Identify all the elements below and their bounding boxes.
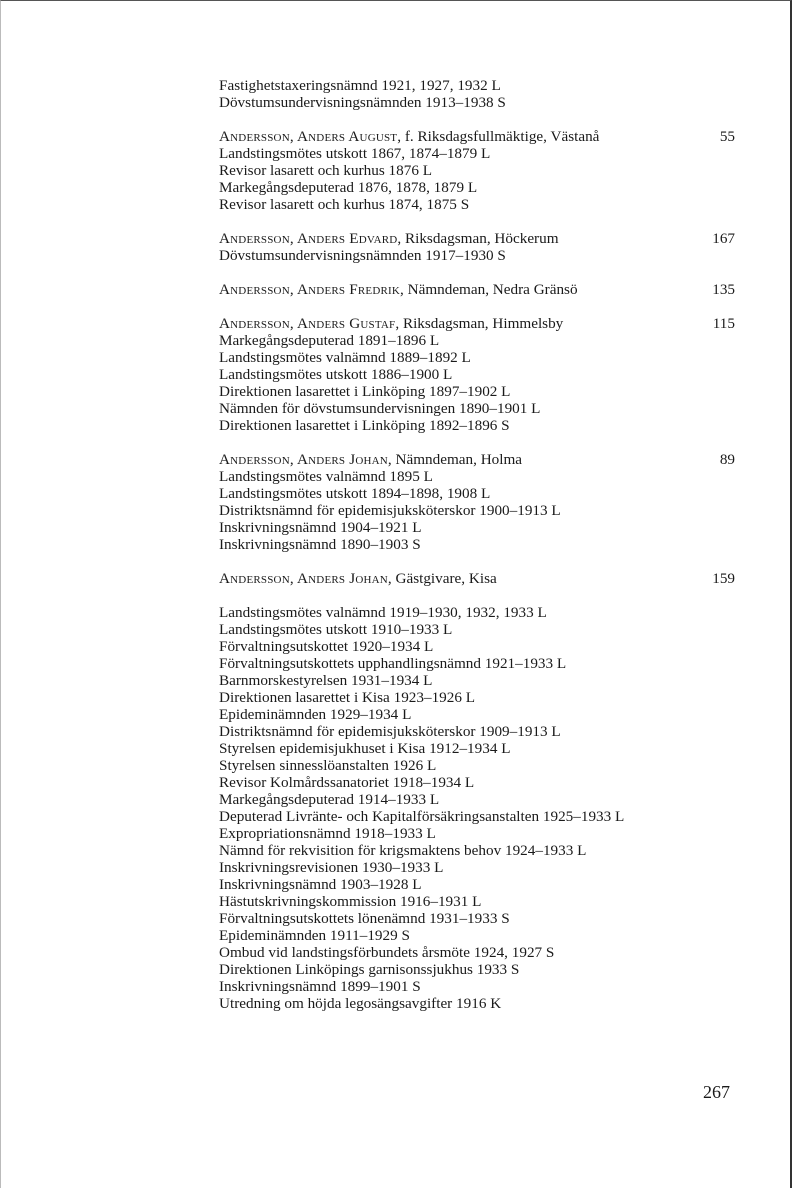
entry-line: Direktionen Linköpings garnisonssjukhus 1933 S [219,961,520,978]
entry-line: Landstingsmötes utskott 1886–1900 L [219,366,453,383]
entry-line: Utredning om höjda legosängsavgifter 1916 K [219,995,502,1012]
person-entry-andersson-anders-gustaf [219,315,735,434]
entry-line: Dövstumsundervisningsnämnden 1917–1930 S [219,247,506,264]
entry-line: Landstingsmötes valnämnd 1919–1930, 1932, 1933 L [219,604,547,621]
entry-line: Nämnden för dövstumsundervisningen 1890–1901 L [219,400,541,417]
entry-line: Nämnd för rekvisition för krigsmaktens behov 1924–1933 L [219,842,587,859]
entry-line: Landstingsmötes valnämnd 1889–1892 L [219,349,471,366]
entry-line: Inskrivningsnämnd 1904–1921 L [219,519,422,536]
entry-line: Markegångsdeputerad 1891–1896 L [219,332,440,349]
entry-line: Expropriationsnämnd 1918–1933 L [219,825,436,842]
entry-header [219,281,735,298]
entry-header [219,451,735,468]
person-entry-andersson-anders-edvard [219,230,735,264]
person-name: Andersson, Anders Johan [219,570,388,587]
entry-line: Inskrivningsrevisionen 1930–1933 L [219,859,444,876]
entry-header [219,570,735,587]
person-name: Andersson, Anders August [219,128,398,145]
entry-line: Direktionen lasarettet i Linköping 1897–1902 L [219,383,511,400]
register-content [219,77,735,1012]
entry-line: Epideminämnden 1911–1929 S [219,927,410,944]
entry-line: Distriktsnämnd för epidemisjuksköterskor 1909–1913 L [219,723,561,740]
page-reference: 89 [719,451,735,468]
entry-line: Inskrivningsnämnd 1890–1903 S [219,536,421,553]
entry-line: Inskrivningsnämnd 1899–1901 S [219,978,421,995]
page-reference: 167 [712,230,735,247]
entry-line: Förvaltningsutskottet 1920–1934 L [219,638,434,655]
entry-line: Hästutskrivningskommission 1916–1931 L [219,893,482,910]
blank-line [219,587,735,604]
entry-line: Markegångsdeputerad 1914–1933 L [219,791,440,808]
entry-line: Förvaltningsutskottets lönenämnd 1931–1933 S [219,910,510,927]
entry-header [219,230,735,247]
person-title: , Gästgivare, Kisa [387,570,497,587]
person-title: , Riksdagsman, Höckerum [397,230,559,247]
entry-line: Revisor Kolmårdssanatoriet 1918–1934 L [219,774,475,791]
entry-line: Markegångsdeputerad 1876, 1878, 1879 L [219,179,478,196]
page-reference: 55 [719,128,735,145]
entry-line: Fastighetstaxeringsnämnd 1921, 1927, 1932 L [219,77,501,94]
page-reference: 159 [712,570,735,587]
entry-line: Inskrivningsnämnd 1903–1928 L [219,876,422,893]
person-name: Andersson, Anders Edvard [219,230,398,247]
person-name: Andersson, Anders Fredrik [219,281,401,298]
page-number: 267 [703,1082,730,1102]
entry-line: Styrelsen sinnesslöanstalten 1926 L [219,757,437,774]
person-title: , f. Riksdagsfullmäktige, Västanå [397,128,600,145]
person-title: , Nämndeman, Nedra Gränsö [400,281,578,298]
entry-line: Landstingsmötes valnämnd 1895 L [219,468,433,485]
entry-line: Distriktsnämnd för epidemisjuksköterskor 1900–1913 L [219,502,561,519]
entry-line: Deputerad Livränte- och Kapitalförsäkringsanstalten 1925–1933 L [219,808,625,825]
entry-line: Direktionen lasarettet i Linköping 1892–1896 S [219,417,510,434]
entry-header [219,315,735,332]
person-entry-andersson-anders-fredrik [219,281,735,298]
person-entry-andersson-anders-august [219,128,735,213]
entry-line: Styrelsen epidemisjukhuset i Kisa 1912–1934 L [219,740,511,757]
entry-header [219,128,735,145]
person-title: , Nämndeman, Holma [387,451,523,468]
entry-line: Revisor lasarett och kurhus 1874, 1875 S [219,196,470,213]
entry-line: Landstingsmötes utskott 1867, 1874–1879 L [219,145,491,162]
person-name: Andersson, Anders Johan [219,451,388,468]
entry-line: Landstingsmötes utskott 1894–1898, 1908 L [219,485,491,502]
person-title: , Riksdagsman, Himmelsby [395,315,564,332]
person-entry-andersson-anders-johan-holma [219,451,735,553]
page-reference: 115 [712,315,735,332]
entry-line: Revisor lasarett och kurhus 1876 L [219,162,433,179]
person-entry-andersson-anders-johan-kisa [219,570,735,1012]
entry-line: Direktionen lasarettet i Kisa 1923–1926 L [219,689,476,706]
page-reference: 135 [712,281,735,298]
entry-line: Ombud vid landstingsförbundets årsmöte 1924, 1927 S [219,944,555,961]
entry-line: Epideminämnden 1929–1934 L [219,706,412,723]
entry-line: Landstingsmötes utskott 1910–1933 L [219,621,453,638]
person-name: Andersson, Anders Gustaf [219,315,396,332]
continued-entry [219,77,735,111]
entry-line: Barnmorskestyrelsen 1931–1934 L [219,672,433,689]
entry-line: Förvaltningsutskottets upphandlingsnämnd 1921–1933 L [219,655,567,672]
entry-line: Dövstumsundervisningsnämnden 1913–1938 S [219,94,506,111]
